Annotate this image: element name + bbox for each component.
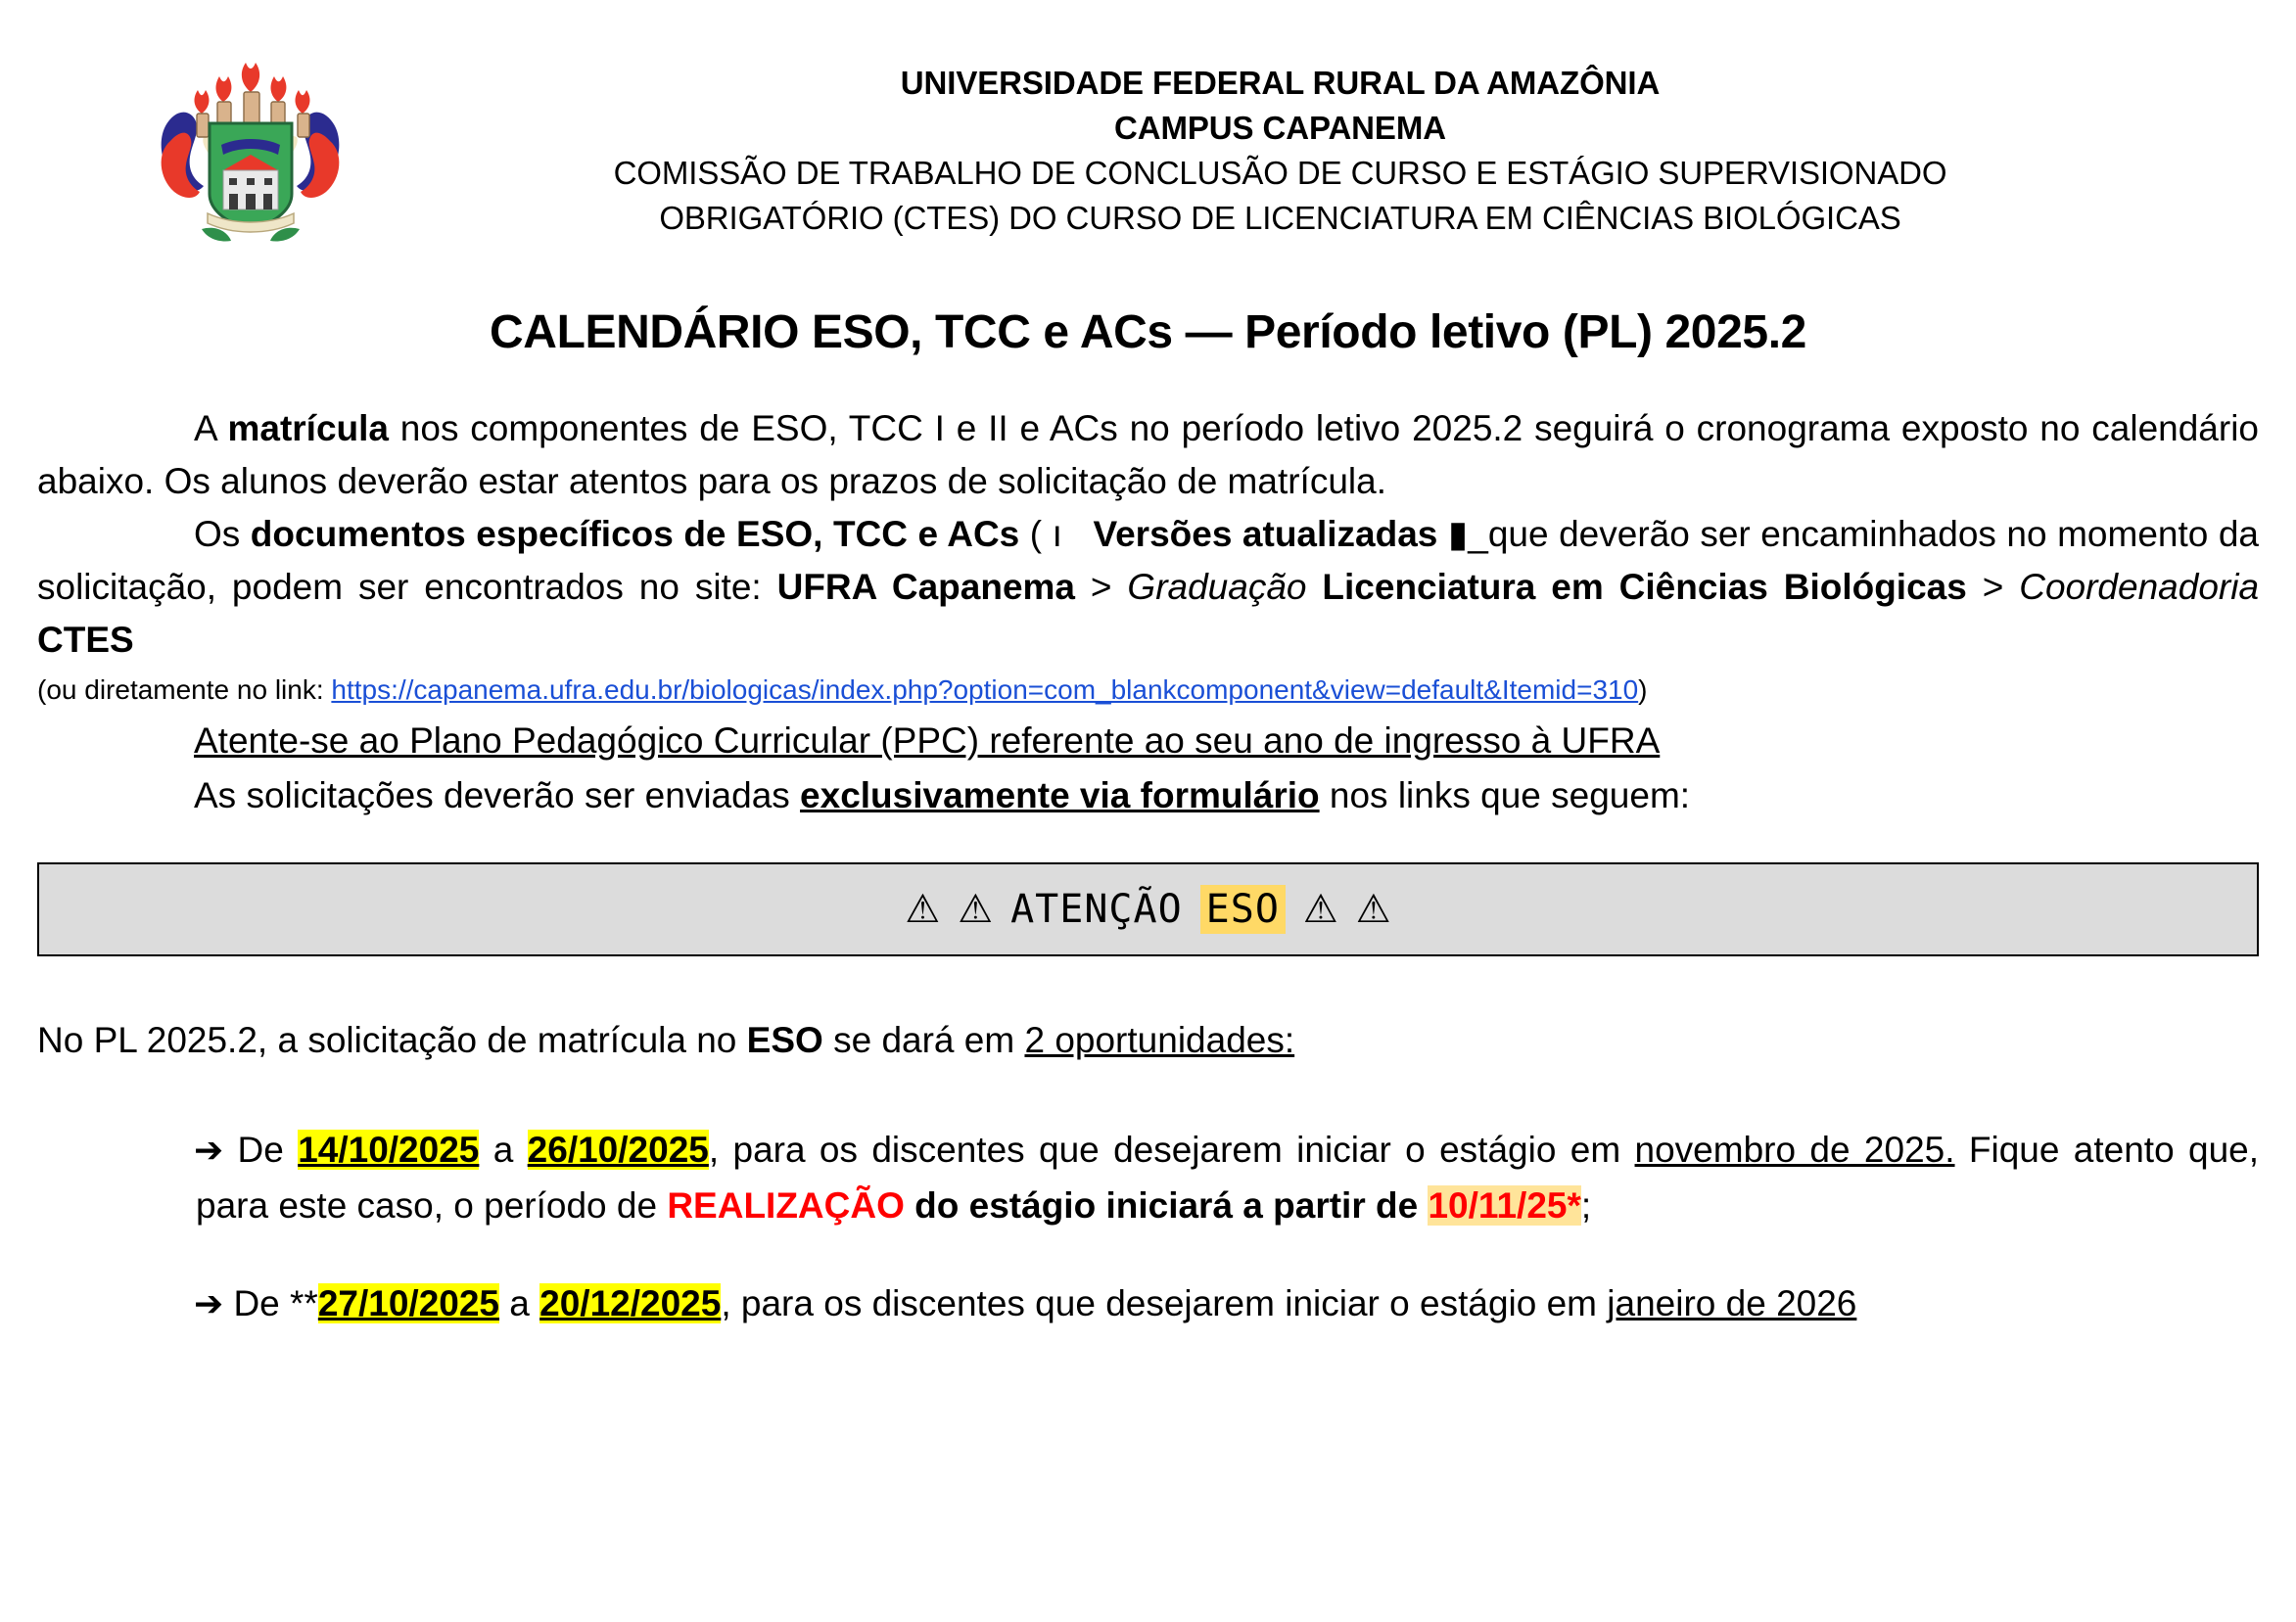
eso-section [27,1013,2269,1332]
p1-rest: nos componentes de ESO, TCC I e II e ACs no período letivo 2025.2 seguirá o cronograma exposto no calendário abaixo. Os alunos deverão estar atentos para os prazos de solicitação de matrícula. [37,408,2260,501]
b1-text-mid: , para os discentes que desejarem iniciar o estágio em [708,1130,1635,1170]
spacer [37,1233,2259,1276]
b1-text-after: Fique atento que, para este caso, o período de [196,1130,2260,1226]
eso-intro-part2: se dará em [822,1020,1025,1060]
bullet-item-1 [37,1123,2259,1233]
arrow-right-icon: ➔ [194,1284,224,1324]
p2-bold-ctes: CTES [37,620,134,660]
attention-banner [37,862,2259,956]
commission-line-1: COMISSÃO DE TRABALHO DE CONCLUSÃO DE CURSO E ESTÁGIO SUPERVISIONADO [613,155,1947,191]
paragraph-documentos [37,508,2259,667]
p1-lead: A [194,408,228,448]
p2-sep-2: > [1966,567,2020,607]
document-header [27,0,2269,255]
warning-triangle-icon: ⚠ [958,887,994,932]
bullet-item-2 [37,1276,2259,1332]
p2-italic-coordenadoria: Coordenadoria [2019,567,2260,607]
eso-intro-part1: No PL 2025.2, a solicitação de matrícula no [37,1020,747,1060]
eso-intro-underline: 2 oportunidades: [1024,1020,1295,1060]
b1-underline-tail: novembro de 2025. [1634,1130,1955,1170]
header-text-block [351,61,2210,241]
forms-bold-underline: exclusivamente via formulário [800,775,1320,815]
b1-semicolon: ; [1580,1185,1592,1226]
warning-triangle-icon: ⚠ [905,887,941,932]
attention-highlight-eso: ESO [1200,885,1286,934]
p2-bold-ufra: UFRA Capanema [776,567,1076,607]
ctes-page-link[interactable]: https://capanema.ufra.edu.br/biologicas/index.php?option=com_blankcomponent&view=default&Itemid=310 [331,674,1639,705]
b2-text-mid: , para os discentes que desejarem iniciar o estágio em [721,1283,1608,1323]
p2-italic-graduacao: Graduação [1127,567,1307,607]
b1-bold-tail: do estágio iniciará a partir de [904,1185,1429,1226]
b2-date-end: 20/12/2025 [539,1283,722,1323]
forms-part1: As solicitações deverão ser enviadas [194,775,801,815]
spacer [37,1068,2259,1123]
b2-date-start: 27/10/2025 [317,1283,500,1323]
broken-glyph-open-icon: ı [1052,513,1062,555]
p1-bold-matricula: matrícula [227,408,389,448]
b2-underline-tail: janeiro de 2026 [1607,1283,1857,1323]
p2-mid: que deverão ser encaminhados no momento da solicitação, podem ser encontrados no site: [37,514,2259,607]
attention-label: ATENÇÃO [1010,887,1183,932]
warning-triangle-icon: ⚠ [1355,887,1391,932]
b1-date-start: 14/10/2025 [298,1130,480,1170]
eso-intro-line [37,1013,2259,1068]
ufra-coat-of-arms-icon [145,47,355,257]
warning-triangle-icon: ⚠ [1302,887,1338,932]
arrow-right-icon: ➔ [194,1131,224,1171]
p2-paren-open: ( [1019,514,1053,554]
page-title: CALENDÁRIO ESO, TCC e ACs — Período letivo (PL) 2025.2 [490,306,1806,358]
p2-lead: Os [194,514,251,554]
eso-intro-bold: ESO [746,1020,823,1060]
b1-text-before: De [223,1130,299,1170]
ppc-notice-line [37,714,2259,768]
broken-glyph-close-icon: ▮ [1447,513,1469,555]
institution-name-line-2: CAMPUS CAPANEMA [1114,110,1446,146]
b1-red-date: 10/11/25* [1428,1185,1581,1226]
p2-bold-documentos: documentos específicos de ESO, TCC e ACs [250,514,1020,554]
commission-line-2: OBRIGATÓRIO (CTES) DO CURSO DE LICENCIATURA EM CIÊNCIAS BIOLÓGICAS [659,200,1901,236]
paragraph-matricula [37,402,2259,508]
institution-name-line-1: UNIVERSIDADE FEDERAL RURAL DA AMAZÔNIA [900,65,1661,101]
b2-between: a [499,1283,540,1323]
forms-notice-line [37,768,2259,823]
ppc-notice-text: Atente-se ao Plano Pedagógico Curricular (PPC) referente ao seu ano de ingresso à UFRA [194,720,1661,761]
b1-red-bold-realizacao: REALIZAÇÃO [667,1185,905,1226]
b2-text-before: De ** [223,1283,318,1323]
b1-between: a [479,1130,528,1170]
forms-part2: nos links que seguem: [1319,775,1691,815]
b1-date-end: 26/10/2025 [527,1130,709,1170]
p2-bold-versoes: Versões atualizadas [1093,514,1438,554]
intro-body [27,402,2269,823]
direct-link-line [37,667,2259,714]
p2-bold-licenciatura: Licenciatura em Ciências Biológicas [1322,567,1967,607]
link-line-suffix: ) [1638,674,1648,705]
p2-sep-1: > [1075,567,1128,607]
p2-underscore: _ [1468,514,1488,554]
link-line-prefix: (ou diretamente no link: [37,674,332,705]
